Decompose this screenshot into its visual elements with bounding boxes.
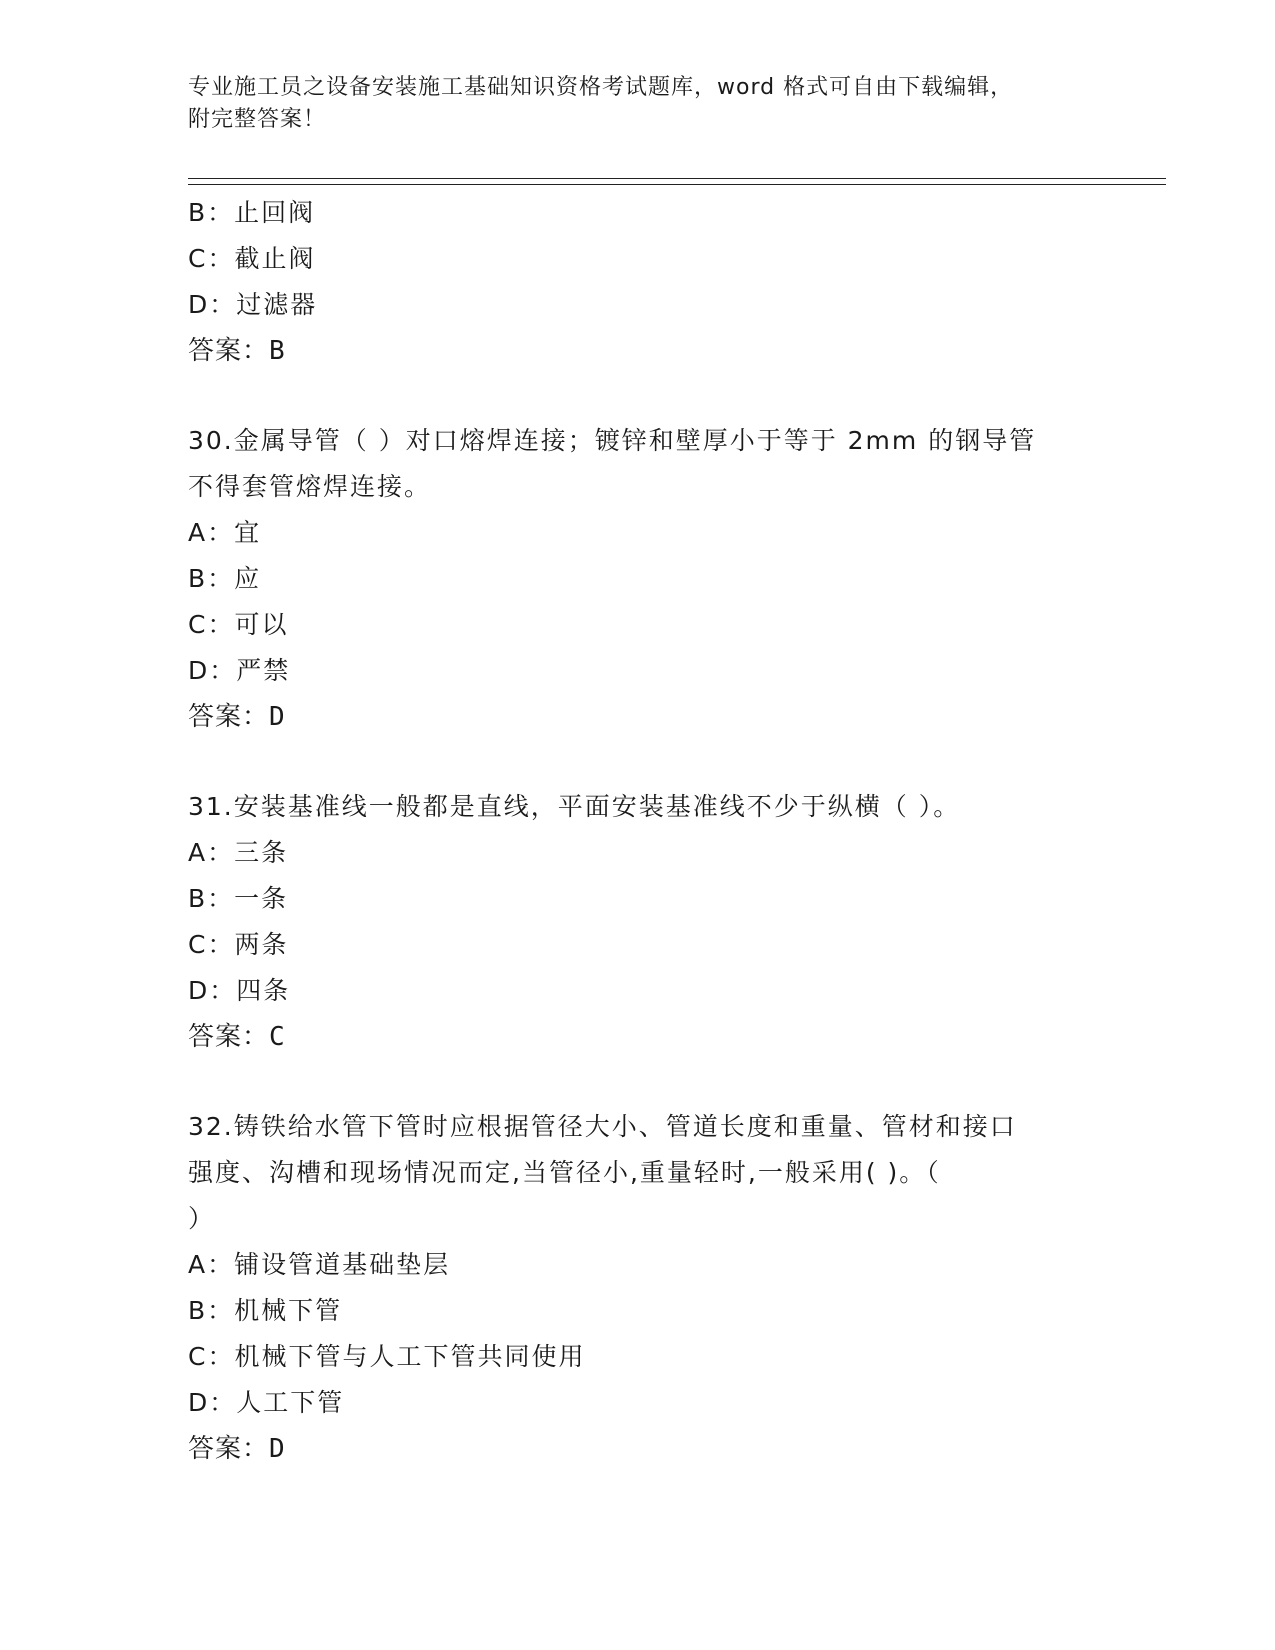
question-text-line: 强度、沟槽和现场情况而定,当管径小,重量轻时,一般采用( )。（ bbox=[188, 1158, 941, 1187]
option-c: C：截止阀 bbox=[188, 244, 316, 273]
answer-value: C bbox=[269, 1022, 286, 1052]
question-text-line: 不得套管熔焊连接。 bbox=[188, 472, 432, 501]
option-a: A：宜 bbox=[188, 518, 262, 547]
header-line-2: 附完整答案！ bbox=[188, 107, 327, 132]
option-b: B：止回阀 bbox=[188, 198, 316, 227]
option-a: A：铺设管道基础垫层 bbox=[188, 1250, 451, 1279]
answer-value: B bbox=[269, 336, 286, 366]
question-text-line: ） bbox=[188, 1204, 216, 1233]
answer-value: D bbox=[269, 702, 286, 732]
question-text-line: 31.安装基准线一般都是直线，平面安装基准线不少于纵横（ ）。 bbox=[188, 792, 961, 821]
answer-label: 答案： bbox=[188, 336, 270, 366]
answer-label: 答案： bbox=[188, 702, 270, 732]
answer bbox=[188, 694, 1088, 740]
question-text-line: 32.铸铁给水管下管时应根据管径大小、管道长度和重量、管材和接口 bbox=[188, 1112, 1017, 1141]
question-29 bbox=[188, 190, 1088, 374]
option-c: C：机械下管与人工下管共同使用 bbox=[188, 1342, 586, 1371]
question-30 bbox=[188, 418, 1088, 740]
option-d: D：人工下管 bbox=[188, 1388, 345, 1417]
header-divider bbox=[188, 178, 1166, 185]
option-b: B：一条 bbox=[188, 884, 289, 913]
answer-label: 答案： bbox=[188, 1022, 270, 1052]
answer-value: D bbox=[269, 1434, 286, 1464]
option-b: B：机械下管 bbox=[188, 1296, 343, 1325]
answer bbox=[188, 1014, 1088, 1060]
question-list bbox=[188, 190, 1088, 1472]
answer-label: 答案： bbox=[188, 1434, 270, 1464]
answer bbox=[188, 1426, 1088, 1472]
option-d: D：严禁 bbox=[188, 656, 291, 685]
question-31 bbox=[188, 784, 1088, 1060]
answer bbox=[188, 328, 1088, 374]
option-b: B：应 bbox=[188, 564, 262, 593]
question-text-line: 30.金属导管（ ）对口熔焊连接；镀锌和壁厚小于等于 2mm 的钢导管 bbox=[188, 426, 1037, 455]
option-d: D：过滤器 bbox=[188, 290, 318, 319]
option-c: C：可以 bbox=[188, 610, 289, 639]
question-32 bbox=[188, 1104, 1088, 1472]
option-c: C：两条 bbox=[188, 930, 289, 959]
document-header bbox=[188, 72, 1088, 136]
option-d: D：四条 bbox=[188, 976, 291, 1005]
header-line-1: 专业施工员之设备安装施工基础知识资格考试题库，word 格式可自由下载编辑， bbox=[188, 75, 1014, 100]
option-a: A：三条 bbox=[188, 838, 289, 867]
